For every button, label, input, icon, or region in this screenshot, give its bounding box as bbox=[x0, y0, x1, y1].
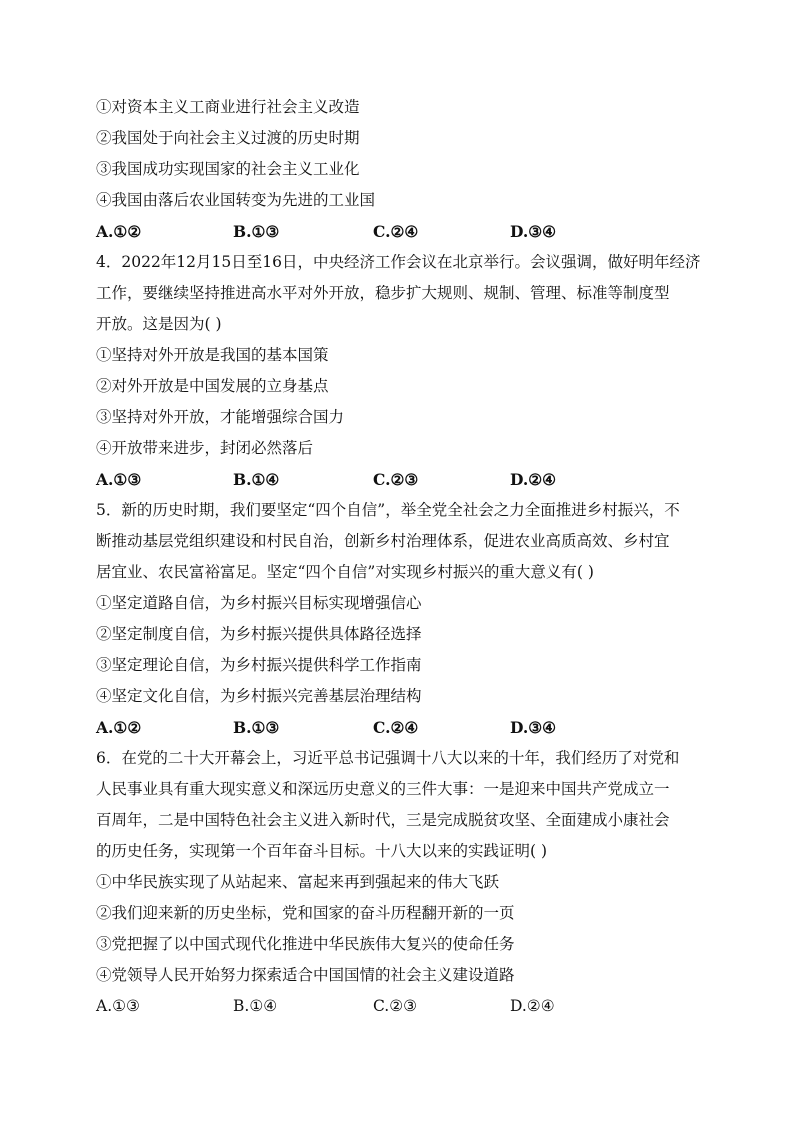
q3-item-3: ③我国成功实现国家的社会主义工业化 bbox=[96, 160, 360, 178]
q3-option-a: A.①② bbox=[96, 222, 142, 241]
q4-option-d: D.②④ bbox=[510, 470, 557, 489]
q3-option-c: C.②④ bbox=[373, 222, 419, 241]
q3-option-d: D.③④ bbox=[510, 222, 557, 241]
q5-item-3: ③坚定理论自信，为乡村振兴提供科学工作指南 bbox=[96, 656, 422, 674]
q5-option-d: D.③④ bbox=[510, 718, 557, 737]
q4-stem-line-2: 工作，要继续坚持推进高水平对外开放，稳步扩大规则、规制、管理、标准等制度型 bbox=[96, 284, 670, 302]
q4-item-3: ③坚持对外开放，才能增强综合国力 bbox=[96, 408, 345, 426]
q5-option-c: C.②④ bbox=[373, 718, 419, 737]
question-5 bbox=[96, 495, 704, 743]
q6-stem-line-1: 6．在党的二十大开幕会上，习近平总书记强调十八大以来的十年，我们经历了对党和 bbox=[96, 749, 680, 767]
q3-options bbox=[96, 216, 704, 247]
q5-option-a: A.①② bbox=[96, 718, 142, 737]
q6-option-b: B.①④ bbox=[233, 997, 278, 1015]
question-6 bbox=[96, 743, 704, 1022]
q5-item-2: ②坚定制度自信，为乡村振兴提供具体路径选择 bbox=[96, 625, 422, 643]
q6-item-2: ②我们迎来新的历史坐标，党和国家的奋斗历程翻开新的一页 bbox=[96, 904, 515, 922]
q4-item-2: ②对外开放是中国发展的立身基点 bbox=[96, 377, 329, 395]
question-content bbox=[96, 92, 704, 1022]
q5-stem-line-2: 断推动基层党组织建设和村民自治，创新乡村治理体系，促进农业高质高效、乡村宜 bbox=[96, 532, 670, 550]
q6-item-4: ④党领导人民开始努力探索适合中国国情的社会主义建设道路 bbox=[96, 966, 515, 984]
question-4 bbox=[96, 247, 704, 495]
q4-option-b: B.①④ bbox=[233, 470, 280, 489]
q5-item-4: ④坚定文化自信，为乡村振兴完善基层治理结构 bbox=[96, 687, 422, 705]
q5-options bbox=[96, 712, 704, 743]
q4-option-c: C.②③ bbox=[373, 470, 419, 489]
q3-item-1: ①对资本主义工商业进行社会主义改造 bbox=[96, 98, 360, 116]
q4-stem-line-3: 开放。这是因为( ) bbox=[96, 315, 222, 333]
q4-option-a: A.①③ bbox=[96, 470, 142, 489]
q6-stem-line-2: 人民事业具有重大现实意义和深远历史意义的三件大事：一是迎来中国共产党成立一 bbox=[96, 780, 670, 798]
q6-option-c: C.②③ bbox=[373, 997, 418, 1015]
q5-stem-line-1: 5．新的历史时期，我们要坚定“四个自信”，举全党全社会之力全面推进乡村振兴，不 bbox=[96, 501, 680, 519]
q6-stem-line-4: 的历史任务，实现第一个百年奋斗目标。十八大以来的实践证明( ) bbox=[96, 842, 548, 860]
q5-stem-line-3: 居宜业、农民富裕富足。坚定“四个自信”对实现乡村振兴的重大意义有( ) bbox=[96, 563, 594, 581]
q5-option-b: B.①③ bbox=[233, 718, 280, 737]
q4-stem-line-1: 4．2022年12月15日至16日，中央经济工作会议在北京举行。会议强调，做好明年经济 bbox=[96, 253, 701, 271]
q4-options bbox=[96, 464, 704, 495]
q6-item-1: ①中华民族实现了从站起来、富起来再到强起来的伟大飞跃 bbox=[96, 873, 500, 891]
q6-options bbox=[96, 991, 704, 1022]
q4-item-4: ④开放带来进步，封闭必然落后 bbox=[96, 439, 314, 457]
q3-item-2: ②我国处于向社会主义过渡的历史时期 bbox=[96, 129, 360, 147]
q5-item-1: ①坚定道路自信，为乡村振兴目标实现增强信心 bbox=[96, 594, 422, 612]
q6-stem-line-3: 百周年，二是中国特色社会主义进入新时代，三是完成脱贫攻坚、全面建成小康社会 bbox=[96, 811, 670, 829]
q6-item-3: ③党把握了以中国式现代化推进中华民族伟大复兴的使命任务 bbox=[96, 935, 515, 953]
q6-option-a: A.①③ bbox=[96, 997, 140, 1015]
q3-item-4: ④我国由落后农业国转变为先进的工业国 bbox=[96, 191, 376, 209]
question-3 bbox=[96, 92, 704, 247]
q4-item-1: ①坚持对外开放是我国的基本国策 bbox=[96, 346, 329, 364]
q6-option-d: D.②④ bbox=[510, 997, 555, 1015]
q3-option-b: B.①③ bbox=[233, 222, 280, 241]
